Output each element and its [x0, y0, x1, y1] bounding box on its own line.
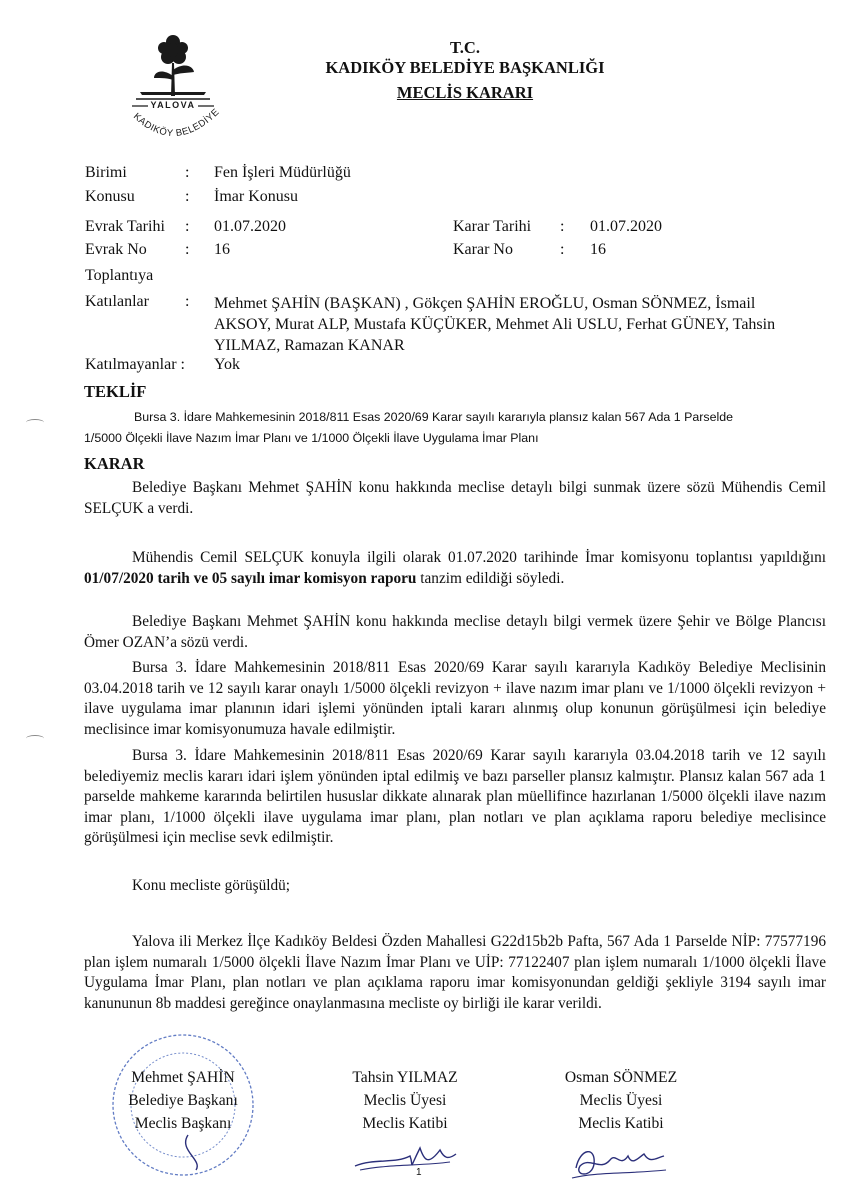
unit-value: Fen İşleri Müdürlüğü: [214, 164, 351, 181]
doc-date-value: 01.07.2020: [214, 218, 286, 235]
colon: :: [560, 218, 565, 235]
signature-block: [108, 1066, 258, 1135]
country-heading: T.C.: [450, 38, 480, 57]
subject-value: İmar Konusu: [214, 188, 298, 205]
decision-paragraph: Konu mecliste görüşüldü;: [132, 877, 291, 894]
unit-label: Birimi: [85, 164, 127, 181]
signatory-role: Meclis Katibi: [362, 1115, 448, 1132]
signatory-title: Belediye Başkanı: [128, 1092, 238, 1109]
absent-label: Katılmayanlar :: [85, 356, 185, 373]
decision-no-label: Karar No: [453, 241, 513, 258]
attendees-value: Mehmet ŞAHİN (BAŞKAN) , Gökçen ŞAHİN EROĞLU, Osman SÖNMEZ, İsmail AKSOY, Murat ALP, Mustafa KÜÇÜKER, Mehmet Ali USLU, Ferhat GÜNEY, Tahsin YILMAZ, Ramazan KANAR: [214, 295, 776, 354]
colon: :: [185, 241, 190, 258]
signature-block: [330, 1066, 480, 1135]
doc-no-label: Evrak No: [85, 241, 147, 258]
proposal-line: Bursa 3. İdare Mahkemesinin 2018/811 Esas 2020/69 Karar sayılı kararıyla plansız kalan 567 Ada 1 Parselde: [134, 410, 734, 424]
scan-edge-mark: [26, 419, 44, 426]
colon: :: [185, 188, 190, 205]
handwritten-signature: [566, 1138, 676, 1184]
signatory-role: Meclis Başkanı: [134, 1115, 232, 1132]
scan-edge-mark: [26, 735, 44, 742]
paragraph-text: tanzim edildiği söyledi.: [416, 569, 565, 587]
decision-paragraph: [84, 548, 826, 589]
signatory-name: Mehmet ŞAHİN: [131, 1069, 235, 1086]
paragraph-text: Mühendis Cemil SELÇUK konuyla ilgili olarak 01.07.2020 tarihinde İmar komisyonu toplantısı yapıldığını: [132, 549, 826, 566]
decision-paragraph: Yalova ili Merkez İlçe Kadıköy Beldesi Özden Mahallesi G22d15b2b Pafta, 567 Ada 1 Parselde NİP: 77577196 plan işlem numaralı 1/5000 ölçekli İlave Nazım İmar Planı ve UİP: 77122407 plan işlem numaralı 1/1000 ölçekli İlave Uygulama İmar Planı, plan notları ve plan açıklama raporu imar komisyonundan geldiği şekliyle 3194 sayılı imar kanununun 8b maddesi gereğince onaylanmasına mecliste oy birliği ile karar verildi.: [84, 933, 826, 1012]
signatory-role: Meclis Katibi: [578, 1115, 664, 1132]
meeting-label: Toplantıya: [85, 267, 154, 284]
decision-date-value: 01.07.2020: [590, 218, 662, 235]
decision-heading: KARAR: [84, 454, 145, 473]
colon: :: [185, 218, 190, 235]
decision-paragraph: Belediye Başkanı Mehmet ŞAHİN konu hakkında meclise detaylı bilgi vermek üzere Şehir ve Bölge Plancısı Ömer OZAN’a sözü verdi.: [84, 613, 826, 651]
logo-name: YALOVA: [150, 100, 196, 110]
subject-label: Konusu: [85, 188, 135, 205]
doc-date-label: Evrak Tarihi: [85, 218, 165, 235]
doc-no-value: 16: [214, 241, 230, 258]
decision-no-value: 16: [590, 241, 606, 258]
colon: :: [185, 293, 190, 310]
paragraph-bold-text: 01/07/2020 tarih ve 05 sayılı imar komisyon raporu: [84, 569, 417, 587]
signature-block: [546, 1066, 696, 1135]
decision-paragraph: Bursa 3. İdare Mahkemesinin 2018/811 Esas 2020/69 Karar sayılı kararıyla Kadıköy Belediye Meclisinin 03.04.2018 tarih ve 12 sayılı karar onaylı 1/5000 ölçekli revizyon + ilave nazım imar planı ve 1/1000 ölçekli revizyon + ilave uygulama imar planının idari işlemi yönünden iptali kararı alınmış olup konunun görüşülmesi için belediye meclisince imar komisyonumuza havale edilmiştir.: [84, 659, 826, 738]
attendees-label: Katılanlar: [85, 293, 149, 310]
colon: :: [560, 241, 565, 258]
absent-value: Yok: [214, 356, 240, 373]
signatory-name: Tahsin YILMAZ: [352, 1069, 458, 1086]
proposal-heading: TEKLİF: [84, 382, 147, 401]
page-number: 1: [416, 1167, 422, 1178]
proposal-line: 1/5000 Ölçekli İlave Nazım İmar Planı ve 1/1000 Ölçekli İlave Uygulama İmar Planı: [84, 431, 539, 445]
signatory-name: Osman SÖNMEZ: [564, 1069, 678, 1086]
signatory-title: Meclis Üyesi: [579, 1092, 663, 1109]
document-type-heading: MECLİS KARARI: [396, 83, 534, 102]
signatory-title: Meclis Üyesi: [363, 1092, 447, 1109]
decision-paragraph: Bursa 3. İdare Mahkemesinin 2018/811 Esas 2020/69 Karar sayılı kararıyla 03.04.2018 tarih ve 12 sayılı belediyemiz meclis kararı idari işlem yönünden iptal edilmiş ve bazı parseller plansız kalmıştır. Plansız kalan 567 ada 1 parselde mahkeme kararında belirtilen hususlar dikkate alınarak plan müellifince hazırlanan 1/5000 ölçekli ilave nazım imar planı, 1/1000 ölçekli ilave uygulama imar planı, plan notları ve plan açıklama raporu belediye meclisince görüşülmesi için meclise sevk edilmiştir.: [84, 747, 826, 846]
logo-ring-text: KADIKÖY BELEDİYE: [131, 106, 222, 140]
institution-heading: KADIKÖY BELEDİYE BAŞKANLIĞI: [325, 58, 605, 77]
handwritten-signature: [350, 1136, 460, 1176]
municipality-logo: [118, 30, 236, 158]
decision-date-label: Karar Tarihi: [453, 218, 532, 235]
decision-paragraph: Belediye Başkanı Mehmet ŞAHİN konu hakkında meclise detaylı bilgi sunmak üzere sözü Mühendis Cemil SELÇUK a verdi.: [84, 479, 826, 517]
colon: :: [185, 164, 190, 181]
